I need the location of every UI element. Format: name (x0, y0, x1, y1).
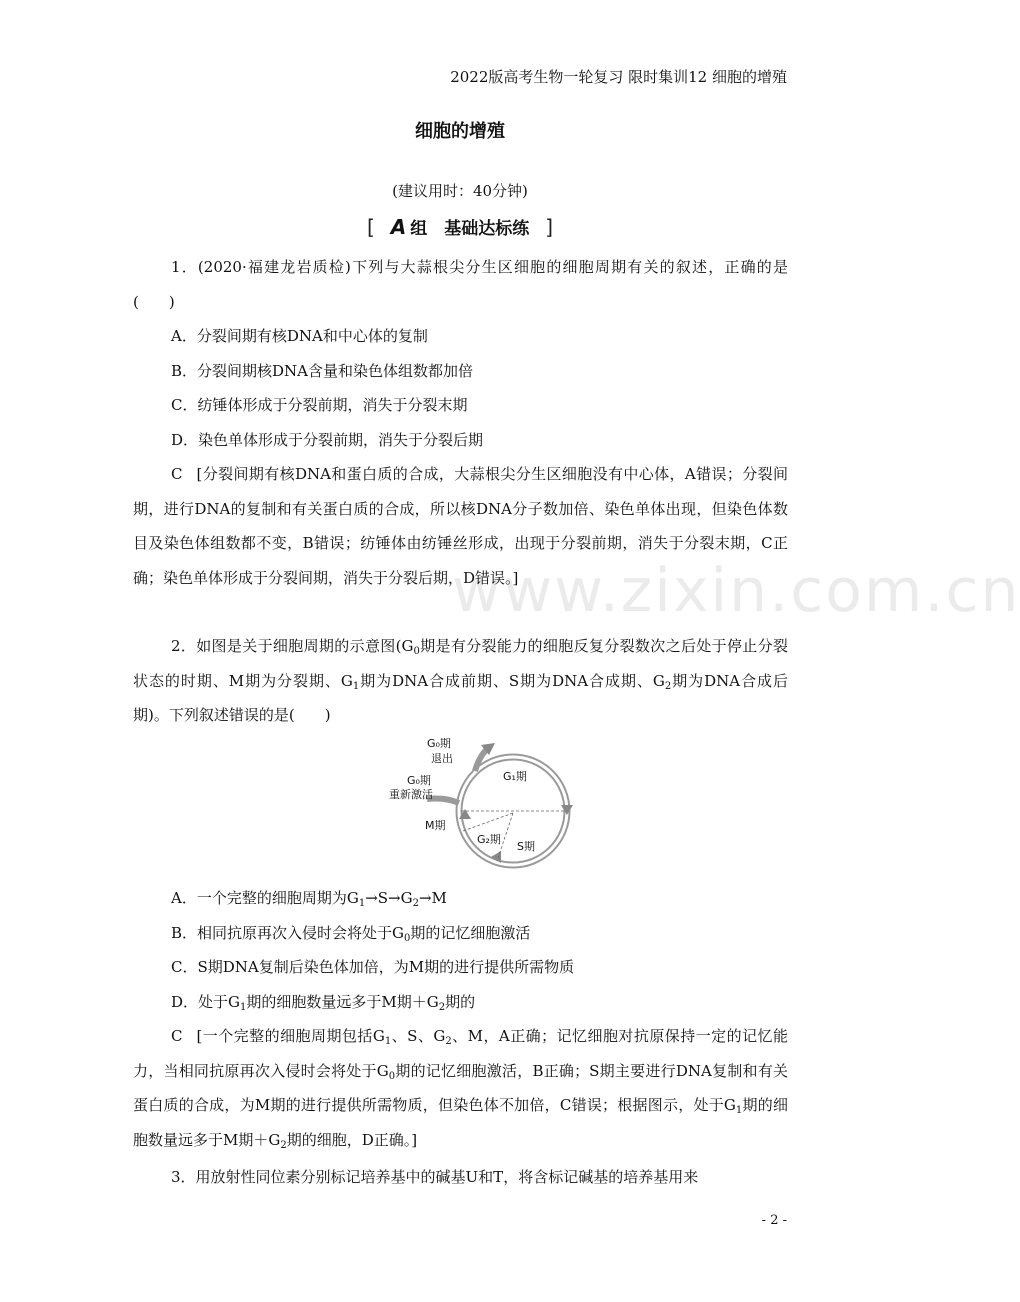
question-3-stem: 3．用放射性同位素分别标记培养基中的碱基U和T，将含标记碱基的培养基用来 (171, 1168, 699, 1186)
question-2-option-a: A．一个完整的细胞周期为$G_1\to S\to G_2\to M$ (171, 889, 447, 909)
question-1-option-c: C．纺锤体形成于分裂前期，消失于分裂末期 (171, 396, 468, 414)
question-2-body (133, 881, 788, 1157)
arrowhead-g1-to-s (561, 805, 573, 815)
banner-close-bracket: ] (545, 215, 554, 239)
label-g0-reactivate-2: 重新激活 (389, 788, 433, 801)
question-1-answer (133, 457, 788, 595)
label-g1: G₁期 (503, 770, 527, 783)
banner-open-bracket: [ (366, 215, 375, 239)
divider-g2-m (463, 813, 513, 831)
suggested-time: (建议用时：40分钟) (392, 182, 528, 200)
question-1-option-a: A．分裂间期有核DNA和中心体的复制 (171, 327, 428, 345)
question-1-option-d: D．染色单体形成于分裂前期，消失于分裂后期 (171, 430, 484, 449)
group-letter: A (390, 215, 407, 239)
question-1-option-b: B．分裂间期核DNA含量和染色体组数都加倍 (171, 361, 474, 380)
group-banner (0, 214, 920, 239)
question-1-stem: 1．(2020·福建龙岩质检)下列与大蒜根尖分生区细胞的细胞周期有关的叙述，正确的是 ( ) (133, 258, 819, 311)
group-text: 组 基础达标练 (410, 219, 530, 239)
question-2-answer-letter: C (171, 1027, 183, 1045)
label-s: S期 (517, 840, 535, 853)
question-2-stem: 2．如图是关于细胞周期的示意图($G_0$期是有分裂能力的细胞反复分裂数次之后处于停止分裂状态的时期、M期为分裂期、$G_1$期为DNA合成前期、S期为DNA合成期、$G_2$期为DNA合成后期)。下列叙述错误的是( ) (133, 637, 788, 724)
question-3 (133, 1160, 788, 1195)
question-2-answer: C [一个完整的细胞周期包括$G_1$、S、$G_2$、M，A正确；记忆细胞对抗原保持一定的记忆能力，当相同抗原再次入侵时会将处于$G_0$期的记忆细胞激活，B正确；S期主要进行DNA复制和有关蛋白质的合成，为M期的进行提供所需物质，但染色体不加倍，C错误；根据图示，处于$G_1$期的细胞数量远多于M期$+G_2$期的细胞，D正确。] (133, 1027, 789, 1151)
question-1 (133, 250, 819, 595)
page-number: - 2 - (761, 1213, 787, 1228)
label-m: M期 (425, 819, 446, 832)
label-g0-exit-2: 退出 (431, 752, 453, 765)
question-2-option-b: B．相同抗原再次入侵时会将处于$G_0$期的记忆细胞激活 (171, 923, 531, 944)
label-g2: G₂期 (477, 833, 501, 846)
question-1-answer-letter: C (171, 465, 183, 483)
watermark: www.zixin.com.cn (452, 556, 1020, 626)
label-g0-exit-1: G₀期 (427, 737, 451, 750)
question-2-option-c: C．S期DNA复制后染色体加倍，为M期的进行提供所需物质 (171, 958, 575, 976)
cell-cycle-diagram (383, 735, 583, 867)
label-g0-reactivate-1: G₀期 (407, 774, 431, 787)
page-title: 细胞的增殖 (415, 121, 505, 142)
question-1-explanation: [分裂间期有核DNA和蛋白质的合成，大蒜根尖分生区细胞没有中心体，A错误；分裂间期，进行DNA的复制和有关蛋白质的合成，所以核DNA分子数加倍、染色单体出现，但染色体数目及染色体组数都不变，B错误；纺锤体由纺锤丝形成，出现于分裂前期，消失于分裂末期，C正确；染色单体形成于分裂间期，消失于分裂后期，D错误。] (133, 465, 788, 587)
running-header: 2022版高考生物一轮复习 限时集训12 细胞的增殖 (450, 68, 787, 86)
question-2-option-d: D．处于$G_1$期的细胞数量远多于M期$+G_2$期的 (171, 992, 476, 1013)
